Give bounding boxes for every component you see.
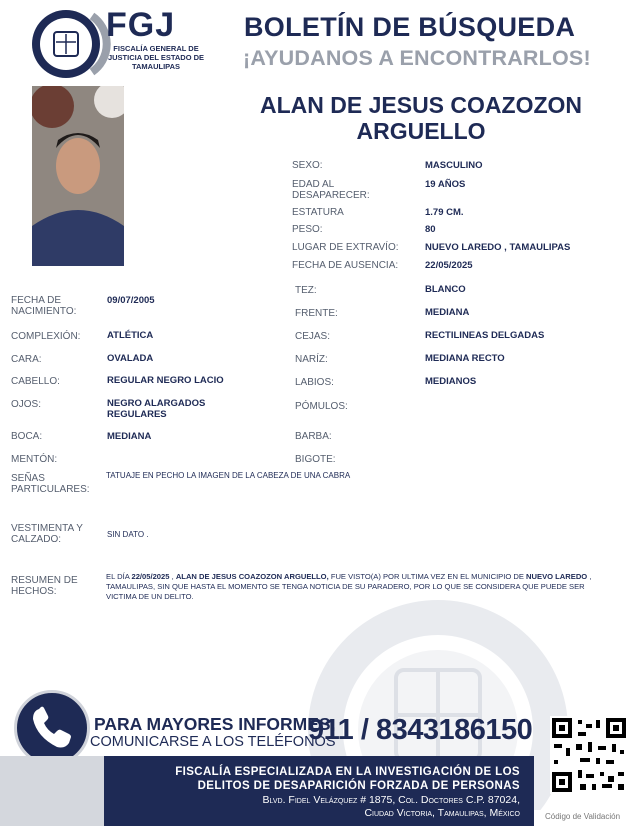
label-sexo: SEXO: — [292, 160, 323, 171]
label-senas: SEÑAS PARTICULARES: — [11, 473, 90, 495]
value-complexion: ATLÉTICA — [107, 330, 154, 341]
label-fecha-nacimiento: FECHA DE NACIMIENTO: — [11, 295, 77, 317]
value-labios: MEDIANOS — [425, 376, 477, 387]
bulletin-title: BOLETÍN DE BÚSQUEDA — [244, 12, 576, 42]
label-fecha-ausencia: FECHA DE AUSENCIA: — [292, 260, 399, 271]
label-cabello: CABELLO: — [11, 376, 60, 387]
value-boca: MEDIANA — [107, 431, 152, 442]
phone-icon — [14, 690, 90, 766]
footer-agency — [104, 765, 534, 793]
resumen-part: FUE VISTO(A) POR ULTIMA VEZ EN EL MUNICIPIO DE — [328, 572, 527, 581]
contact-line2: COMUNICARSE A LOS TELÉFONOS — [90, 734, 336, 750]
contact-line1: PARA MAYORES INFORMES, — [94, 714, 336, 734]
label-lugar: LUGAR DE EXTRAVÍO: — [292, 242, 399, 253]
footer-agency-line1: FISCALÍA ESPECIALIZADA EN LA INVESTIGACIÓN DE LOS — [175, 766, 520, 778]
value-estatura: 1.79 CM. — [425, 207, 464, 218]
value-nariz: MEDIANA RECTO — [425, 353, 505, 364]
value-lugar: NUEVO LAREDO , TAMAULIPAS — [425, 242, 571, 253]
resumen-place: NUEVO LAREDO — [526, 572, 588, 581]
value-senas: TATUAJE EN PECHO LA IMAGEN DE LA CABEZA DE UNA CABRA — [106, 471, 351, 480]
bulletin-subtitle: ¡AYUDANOS A ENCONTRARLOS! — [243, 46, 591, 70]
value-cejas: RECTILINEAS DELGADAS — [425, 330, 545, 341]
label-complexion: COMPLEXIÓN: — [11, 331, 81, 342]
label-estatura: ESTATURA — [292, 207, 344, 218]
label-menton: MENTÓN: — [11, 454, 58, 465]
label-edad: EDAD AL DESAPARECER: — [292, 179, 370, 201]
person-name-line1: ALAN DE JESUS COAZOZON — [259, 92, 583, 118]
fgj-acronym: FGJ — [106, 6, 176, 44]
person-name-line2: ARGUELLO — [356, 118, 486, 144]
resumen-text — [106, 572, 594, 602]
label-tez: TEZ: — [295, 285, 317, 296]
resumen-part: EL DÍA — [106, 572, 132, 581]
validation-code-label: Código de Validación — [545, 812, 621, 821]
footer-address — [104, 794, 534, 820]
value-edad: 19 AÑOS — [425, 179, 466, 190]
value-ojos: NEGRO ALARGADOS REGULARES — [107, 398, 206, 420]
qr-code[interactable] — [550, 716, 628, 794]
footer-address-line2: Ciudad Victoria, Tamaulipas, México — [364, 807, 520, 819]
label-bigote: BIGOTE: — [295, 454, 336, 465]
label-barba: BARBA: — [295, 431, 332, 442]
label-peso: PESO: — [292, 224, 323, 235]
value-sexo: MASCULINO — [425, 160, 483, 171]
value-vestimenta: SIN DATO . — [107, 530, 149, 539]
label-pomulos: PÓMULOS: — [295, 401, 348, 412]
footer-address-line1: Blvd. Fidel Velázquez # 1875, Col. Doctores C.P. 87024, — [262, 794, 520, 806]
value-fecha-ausencia: 22/05/2025 — [425, 260, 473, 271]
resumen-part: , — [169, 572, 176, 581]
value-cara: OVALADA — [107, 353, 154, 364]
value-fecha-nacimiento: 09/07/2005 — [107, 295, 155, 306]
label-boca: BOCA: — [11, 431, 43, 442]
resumen-date: 22/05/2025 — [131, 572, 170, 581]
label-labios: LABIOS: — [295, 377, 334, 388]
value-tez: BLANCO — [425, 284, 466, 295]
value-cabello: REGULAR NEGRO LACIO — [107, 375, 224, 386]
label-cejas: CEJAS: — [295, 331, 331, 342]
person-name — [240, 92, 602, 144]
label-ojos: OJOS: — [11, 399, 42, 410]
label-cara: CARA: — [11, 354, 42, 365]
missing-person-photo — [32, 86, 124, 266]
label-vestimenta: VESTIMENTA Y CALZADO: — [11, 523, 83, 545]
label-frente: FRENTE: — [295, 308, 338, 319]
footer-accent — [0, 756, 104, 826]
contact-phones[interactable]: 911 / 8343186150 — [308, 714, 533, 746]
resumen-part: , TAMAULIPAS, SIN QUE HASTA EL MOMENTO SE TENGA NOTICIA DE SU PARADERO, POR LO QUE SE CONSIDERA QUE PUEDE SER VICTIMA DE UN DELITO. — [106, 572, 592, 601]
footer-agency-line2: DELITOS DE DESAPARICIÓN FORZADA DE PERSONAS — [197, 780, 520, 792]
value-frente: MEDIANA — [425, 307, 470, 318]
label-resumen: RESUMEN DE HECHOS: — [11, 575, 78, 597]
resumen-name: ALAN DE JESUS COAZOZON ARGUELLO, — [175, 572, 329, 581]
label-nariz: NARÍZ: — [295, 354, 328, 365]
fgj-full-name: FISCALÍA GENERAL DE JUSTICIA DEL ESTADO DE TAMAULIPAS — [107, 44, 205, 71]
value-peso: 80 — [425, 224, 436, 235]
